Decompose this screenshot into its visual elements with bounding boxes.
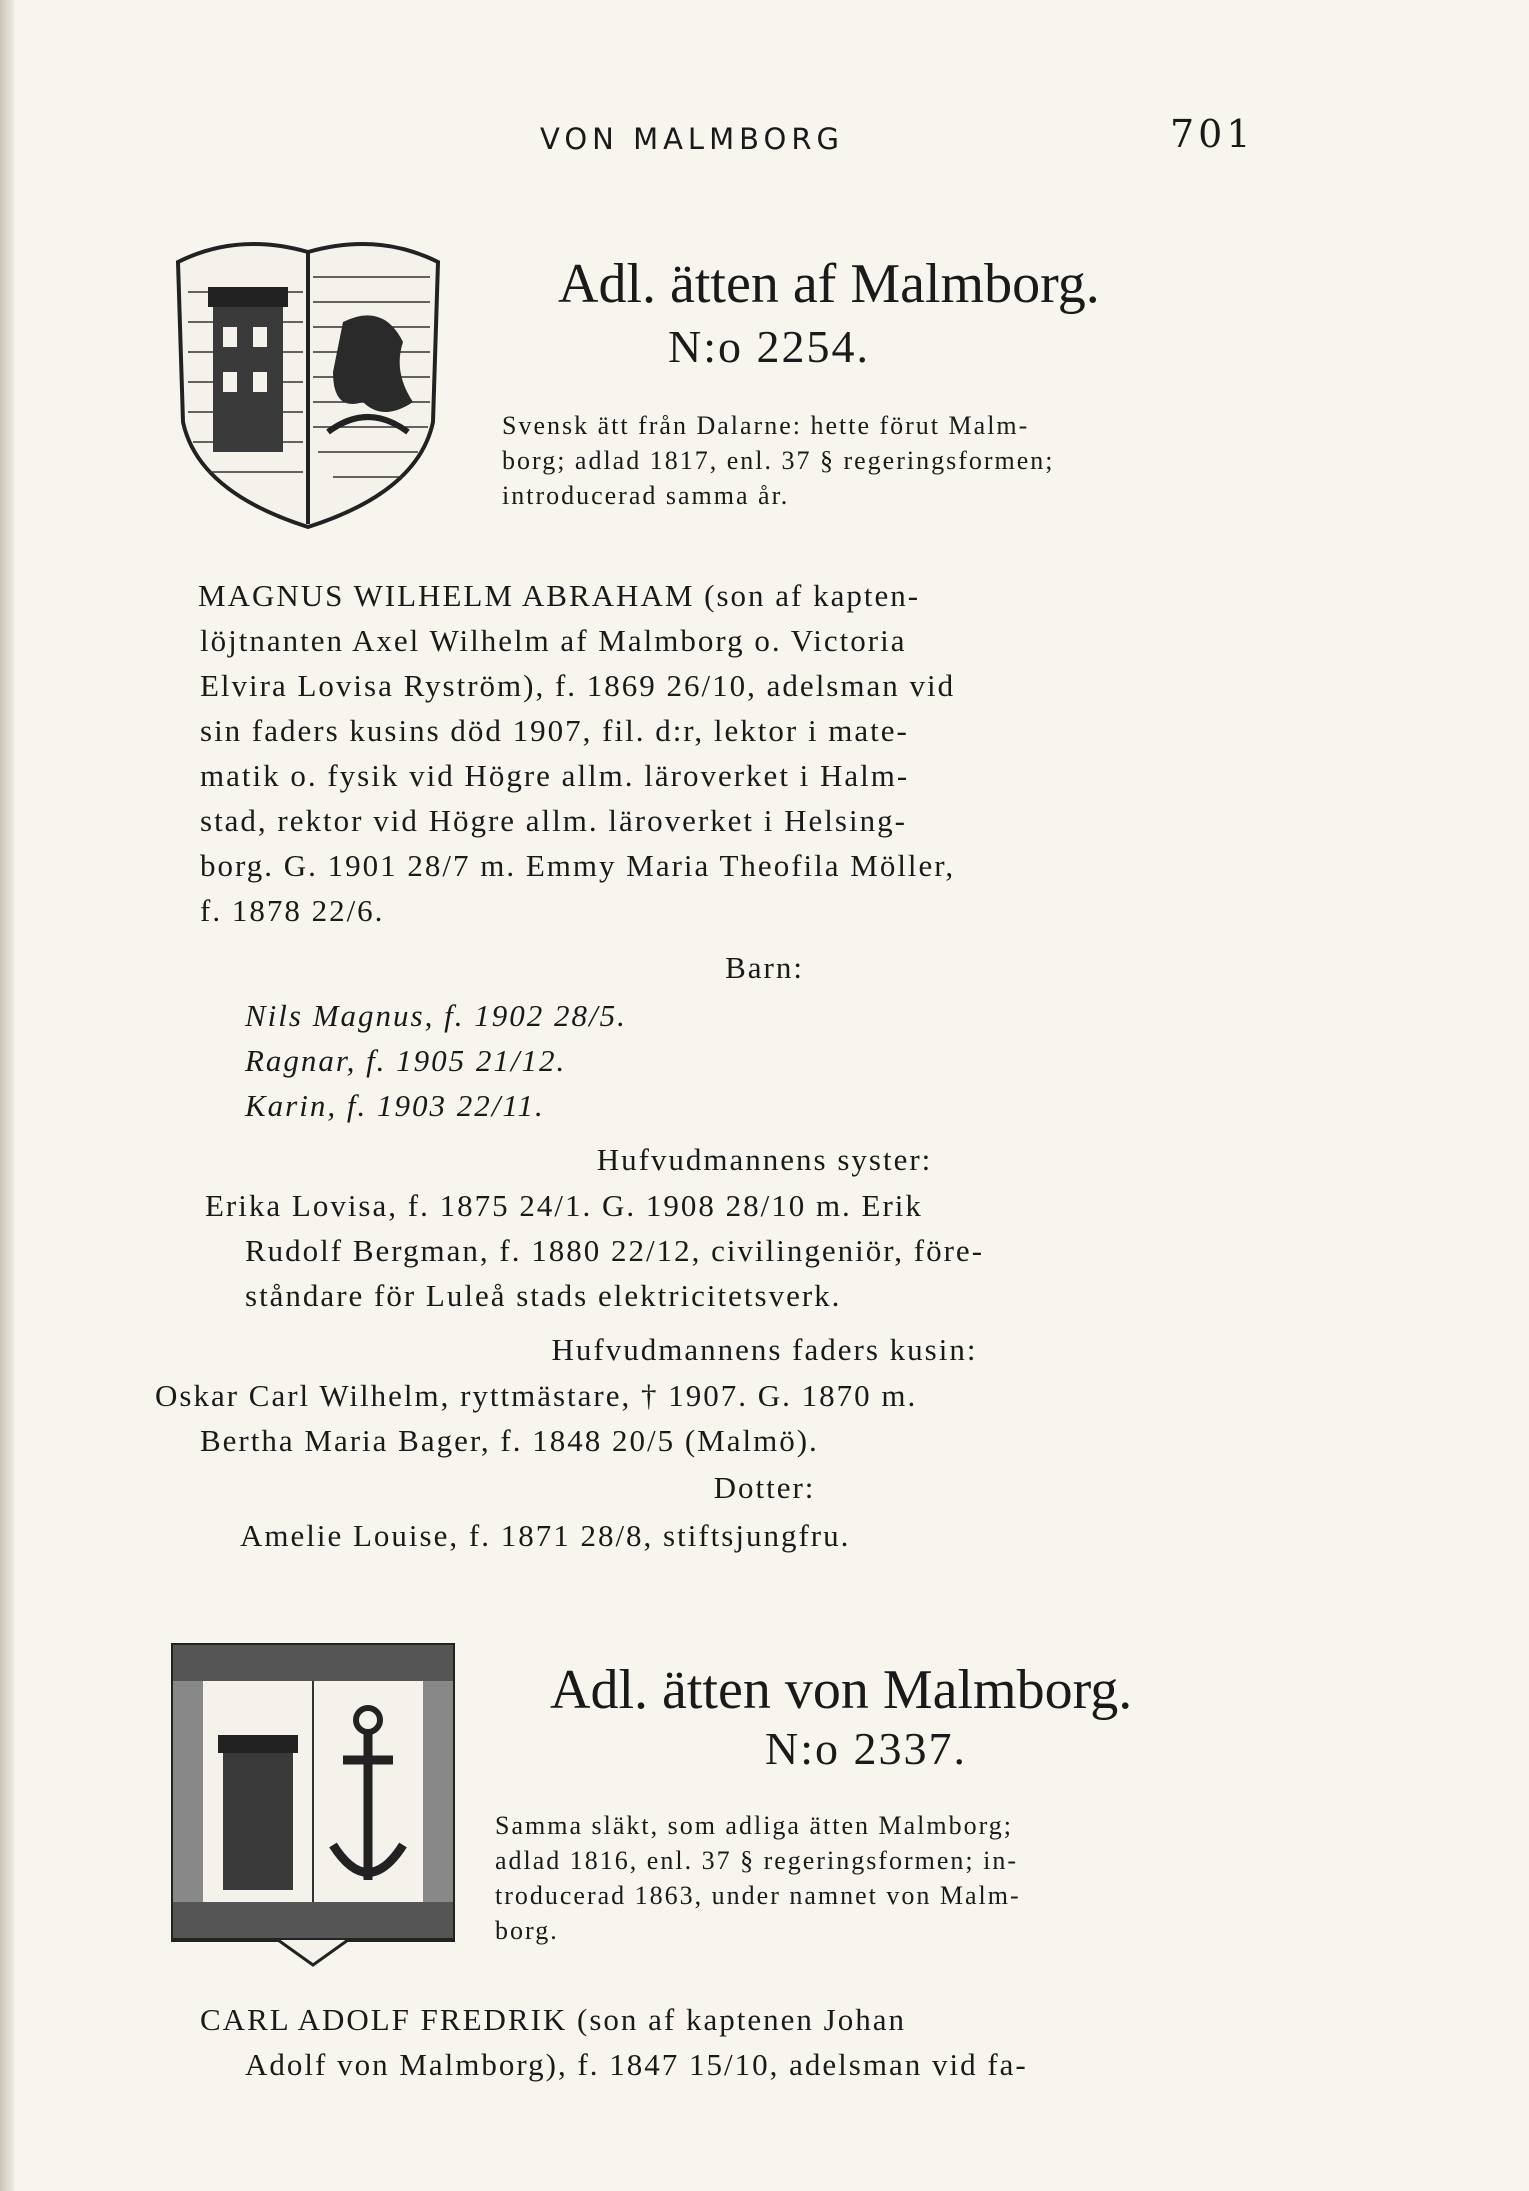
body-line: Elvira Lovisa Ryström), f. 1869 26/10, adelsman vid xyxy=(200,668,956,703)
sister-line: ståndare för Luleå stads elektricitetsverk. xyxy=(245,1278,842,1313)
body-line: Adolf von Malmborg), f. 1847 15/10, adelsman vid fa- xyxy=(245,2047,1028,2082)
family-description xyxy=(495,1808,1275,1948)
cousin-line: Oskar Carl Wilhelm, ryttmästare, † 1907. G. 1870 m. xyxy=(155,1378,918,1413)
daughter-entry: Amelie Louise, f. 1871 28/8, stiftsjungfru. xyxy=(240,1518,851,1553)
sister-line: Rudolf Bergman, f. 1880 22/12, civilingeniör, före- xyxy=(245,1233,985,1268)
children-heading: Barn: xyxy=(725,950,804,985)
family-description xyxy=(502,408,1262,513)
sister-line: Erika Lovisa, f. 1875 24/1. G. 1908 28/10 m. Erik xyxy=(205,1188,923,1223)
body-line: löjtnanten Axel Wilhelm af Malmborg o. Victoria xyxy=(200,623,907,658)
body-line: stad, rektor vid Högre allm. läroverket i Helsing- xyxy=(200,803,907,838)
body-line: borg. G. 1901 28/7 m. Emmy Maria Theofila Möller, xyxy=(200,848,956,883)
description-line: adlad 1816, enl. 37 § regeringsformen; in- xyxy=(495,1846,1018,1875)
description-line: borg. xyxy=(495,1916,559,1945)
description-line: troducerad 1863, under namnet von Malm- xyxy=(495,1881,1021,1910)
body-line: CARL ADOLF FREDRIK (son af kaptenen Johan xyxy=(200,2002,906,2037)
description-line: Svensk ätt från Dalarne: hette förut Malm- xyxy=(502,411,1030,440)
body-line: matik o. fysik vid Högre allm. läroverket i Halm- xyxy=(200,758,910,793)
family-title: Adl. ätten von Malmborg. xyxy=(550,1659,1133,1721)
child-entry: Karin, f. 1903 22/11. xyxy=(245,1088,545,1123)
body-line: sin faders kusins död 1907, fil. d:r, lektor i mate- xyxy=(200,713,909,748)
cousin-heading: Hufvudmannens faders kusin: xyxy=(551,1332,978,1367)
description-line: Samma släkt, som adliga ätten Malmborg; xyxy=(495,1811,1014,1840)
child-entry: Ragnar, f. 1905 21/12. xyxy=(245,1043,567,1078)
body-line: MAGNUS WILHELM ABRAHAM (son af kapten- xyxy=(198,578,921,613)
child-entry: Nils Magnus, f. 1902 28/5. xyxy=(245,998,627,1033)
family-number: N:o 2254. xyxy=(668,321,870,372)
family-number: N:o 2337. xyxy=(765,1723,967,1774)
coat-of-arms-von-malmborg-shield-icon xyxy=(168,1640,458,1970)
page-spine xyxy=(0,0,14,2191)
description-line: introducerad samma år. xyxy=(502,481,790,510)
family-title: Adl. ätten af Malmborg. xyxy=(558,253,1100,315)
running-header: VON MALMBORG xyxy=(540,122,844,156)
description-line: borg; adlad 1817, enl. 37 § regeringsformen; xyxy=(502,446,1055,475)
coat-of-arms-malmborg-shield-icon xyxy=(168,232,448,532)
daughter-heading: Dotter: xyxy=(713,1470,816,1505)
cousin-line: Bertha Maria Bager, f. 1848 20/5 (Malmö). xyxy=(200,1423,819,1458)
body-line: f. 1878 22/6. xyxy=(200,893,385,928)
sister-heading: Hufvudmannens syster: xyxy=(596,1142,933,1177)
page-number: 701 xyxy=(1170,112,1255,156)
